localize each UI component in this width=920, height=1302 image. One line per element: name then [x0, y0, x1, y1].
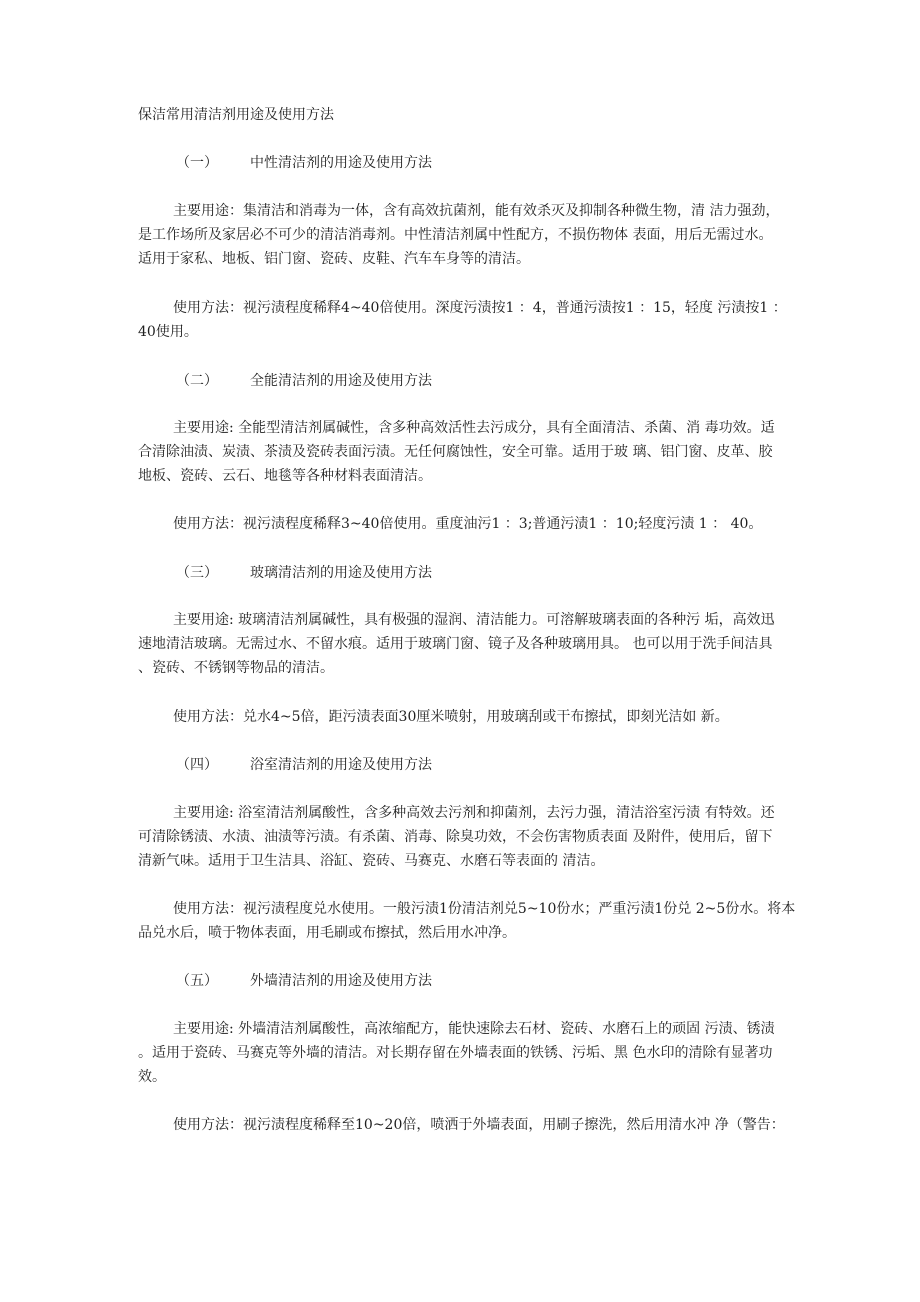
paragraph-line: 使用方法：视污渍程度稀释至10~20倍，喷洒于外墙表面，用刷子擦洗，然后用清水冲 净（警告： — [173, 1117, 785, 1133]
paragraph-line: 主要用途: 外墙清洁剂属酸性，高浓缩配方，能快速除去石材、瓷砖、水磨石上的顽固 污渍、锈渍 — [173, 1021, 775, 1037]
section-title: 外墙清洁剂的用途及使用方法 — [250, 973, 432, 989]
document-title: 保洁常用清洁剂用途及使用方法 — [138, 107, 334, 123]
paragraph-line: 地板、瓷砖、云石、地毯等各种材料表面清洁。 — [138, 468, 432, 484]
paragraph-line: 主要用途: 浴室清洁剂属酸性，含多种高效去污剂和抑菌剂，去污力强，清洁浴室污渍 有特效。还 — [173, 805, 775, 821]
section-heading-5 — [176, 969, 432, 993]
section-5-usage — [138, 1113, 798, 1137]
paragraph-line: 40使用。 — [138, 324, 198, 340]
paragraph-line: 效。 — [138, 1069, 166, 1085]
section-number: （三） — [176, 565, 218, 581]
paragraph-line: 。适用于瓷砖、马赛克等外墙的清洁。对长期存留在外墙表面的铁锈、污垢、黑 色水印的清除有显著功 — [138, 1045, 773, 1061]
paragraph-line: 使用方法：视污渍程度兑水使用。一般污渍1份清洁剂兑5~10份水；严重污渍1份兑 2~5份水。将本 — [173, 901, 796, 917]
section-4-usage — [138, 897, 798, 945]
paragraph-line: 主要用途: 全能型清洁剂属碱性，含多种高效活性去污成分，具有全面清洁、杀菌、消 毒功效。适 — [173, 420, 775, 436]
paragraph-line: 使用方法：视污渍程度稀释3~40倍使用。重度油污1 ：3;普通污渍1 ：10;轻度污渍 1 ： 40。 — [173, 516, 763, 532]
section-number: （一） — [176, 155, 218, 171]
section-3-usage — [138, 705, 798, 729]
paragraph-line: 可清除锈渍、水渍、油渍等污渍。有杀菌、消毒、除臭功效，不会伤害物质表面 及附件，使用后，留下 — [138, 829, 773, 845]
section-2-usage — [138, 512, 798, 536]
section-title: 玻璃清洁剂的用途及使用方法 — [250, 565, 432, 581]
paragraph-line: 品兑水后，喷于物体表面，用毛刷或布擦拭，然后用水冲净。 — [138, 925, 516, 941]
paragraph-line: 速地清洁玻璃。无需过水、不留水痕。适用于玻璃门窗、镜子及各种玻璃用具。 也可以用于洗手间洁具 — [138, 636, 773, 652]
section-number: （四） — [176, 757, 218, 773]
section-number: （五） — [176, 973, 218, 989]
paragraph-line: 使用方法：兑水4~5倍，距污渍表面30厘米喷射，用玻璃刮或干布擦拭，即刻光洁如 新。 — [173, 709, 729, 725]
section-1-usage — [138, 296, 798, 344]
section-title: 全能清洁剂的用途及使用方法 — [250, 373, 432, 389]
section-5-purpose — [138, 1017, 798, 1089]
section-heading-2 — [176, 369, 432, 393]
paragraph-line: 合清除油渍、炭渍、茶渍及瓷砖表面污渍。无任何腐蚀性，安全可靠。适用于玻 璃、铝门窗、皮革、胶 — [138, 444, 773, 460]
paragraph-line: 清新气味。适用于卫生洁具、浴缸、瓷砖、马赛克、水磨石等表面的 清洁。 — [138, 853, 605, 869]
paragraph-line: 、瓷砖、不锈钢等物品的清洁。 — [138, 660, 334, 676]
section-title: 中性清洁剂的用途及使用方法 — [250, 155, 432, 171]
paragraph-line: 适用于家私、地板、铝门窗、瓷砖、皮鞋、汽车车身等的清洁。 — [138, 251, 530, 267]
section-heading-1 — [176, 151, 432, 175]
section-2-purpose — [138, 416, 798, 488]
section-1-purpose — [138, 199, 798, 271]
section-3-purpose — [138, 608, 798, 680]
section-4-purpose — [138, 801, 798, 873]
section-number: （二） — [176, 373, 218, 389]
paragraph-line: 是工作场所及家居必不可少的清洁消毒剂。中性清洁剂属中性配方，不损伤物体 表面，用后无需过水。 — [138, 227, 773, 243]
paragraph-line: 使用方法：视污渍程度稀释4~40倍使用。深度污渍按1 ：4，普通污渍按1 ：15，轻度 污渍按1 ： — [173, 300, 787, 316]
section-heading-3 — [176, 561, 432, 585]
paragraph-line: 主要用途: 玻璃清洁剂属碱性，具有极强的湿润、清洁能力。可溶解玻璃表面的各种污 垢，高效迅 — [173, 612, 775, 628]
section-heading-4 — [176, 753, 432, 777]
section-title: 浴室清洁剂的用途及使用方法 — [250, 757, 432, 773]
paragraph-line: 主要用途：集清洁和消毒为一体，含有高效抗菌剂，能有效杀灭及抑制各种微生物，清 洁力强劲， — [173, 203, 780, 219]
